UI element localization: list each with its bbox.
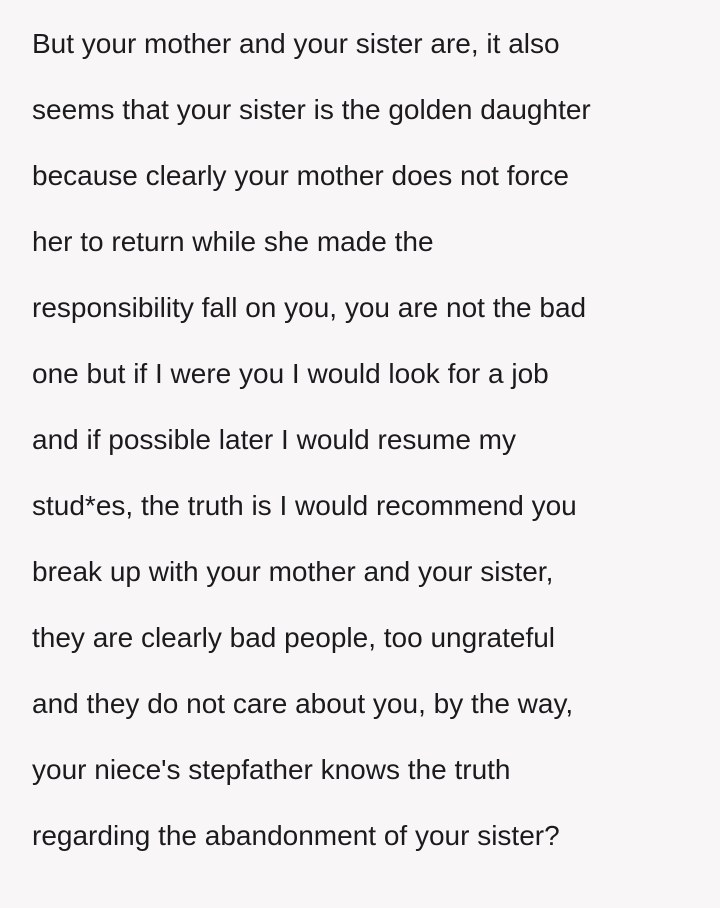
comment-line: they are clearly bad people, too ungrateful bbox=[32, 622, 556, 653]
comment-line: and they do not care about you, by the way, bbox=[32, 688, 574, 719]
comment-line: regarding the abandonment of your sister? bbox=[32, 820, 560, 851]
comment-line: But your mother and your sister are, it also bbox=[32, 28, 560, 59]
comment-line: stud*es, the truth is I would recommend you bbox=[32, 490, 577, 521]
comment-line: break up with your mother and your sister, bbox=[32, 556, 554, 587]
comment-line: one but if I were you I would look for a job bbox=[32, 358, 549, 389]
comment-line: your niece's stepfather knows the truth bbox=[32, 754, 511, 785]
comment-line: her to return while she made the bbox=[32, 226, 434, 257]
comment-line: seems that your sister is the golden daughter bbox=[32, 94, 591, 125]
comment-line: and if possible later I would resume my bbox=[32, 424, 516, 455]
comment-line: responsibility fall on you, you are not the bad bbox=[32, 292, 587, 323]
comment-line: because clearly your mother does not force bbox=[32, 160, 569, 191]
